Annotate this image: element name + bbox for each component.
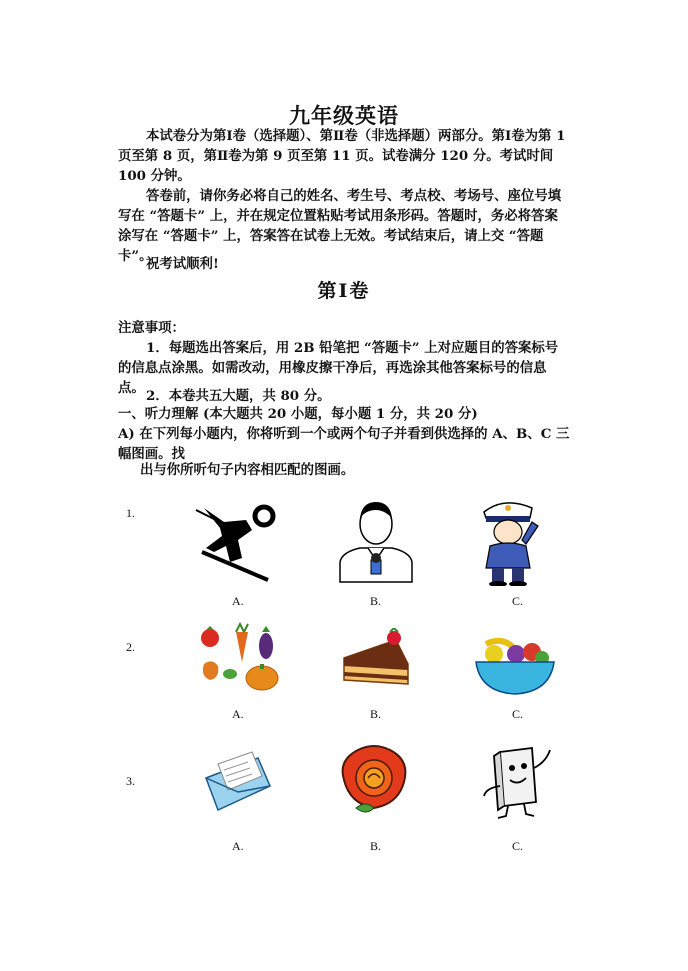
option-label: B. <box>370 594 382 608</box>
police-officer-icon <box>474 494 544 586</box>
fruit-bowl-icon <box>472 626 558 698</box>
question-number: 1. <box>126 506 135 520</box>
option-label: A. <box>232 594 244 608</box>
notice-heading: 注意事项： <box>118 320 185 336</box>
option-label: B. <box>370 707 382 721</box>
volume-heading: 第Ⅰ卷 <box>317 280 371 302</box>
question-number: 3. <box>126 774 135 788</box>
news-reporter-icon <box>338 496 414 584</box>
rose-icon <box>336 742 412 822</box>
section-heading-listening: 一、听力理解 (本大题共 20 小题，每小题 1 分，共 20 分) <box>118 406 478 422</box>
envelope-letter-icon <box>200 748 274 818</box>
option-label: C. <box>512 839 524 853</box>
option-label: A. <box>232 839 244 853</box>
notice-item-2: 2．本卷共五大题，共 80 分。 <box>146 388 331 404</box>
option-label: B. <box>370 839 382 853</box>
part-a-instruction-cont: 出与你所听句子内容相匹配的图画。 <box>140 462 355 478</box>
option-label: C. <box>512 707 524 721</box>
cake-slice-icon <box>340 628 412 690</box>
option-label: A. <box>232 707 244 721</box>
book-character-icon <box>480 746 558 822</box>
vegetables-icon <box>196 622 284 692</box>
intro-paragraph-1: 本试卷分为第Ⅰ卷（选择题）、第Ⅱ卷（非选择题）两部分。第Ⅰ卷为第 1 页至第 8 页，第Ⅱ卷为第 9 页至第 11 页。试卷满分 120 分。考试时间 100 分钟。 <box>118 128 566 184</box>
part-a-instruction: A) 在下列每小题内，你将听到一个或两个句子并看到供选择的 A、B、C 三幅图画。找 <box>118 426 570 462</box>
option-label: C. <box>512 594 524 608</box>
good-luck-line: 祝考试顺利! <box>146 256 219 272</box>
page-title: 九年级英语 <box>289 103 399 128</box>
intro-paragraph-2: 答卷前，请你务必将自己的姓名、考生号、考点校、考场号、座位号填写在 “答题卡” 上，并在规定位置粘贴考试用条形码。答题时，务必将答案涂写在 “答题卡” 上，答案答在试卷上无效。考试结束后，请上交 “答题卡”。 <box>118 188 562 264</box>
skier-icon <box>194 500 278 584</box>
notice-item-1: 1．每题选出答案后，用 2B 铅笔把 “答题卡” 上对应题目的答案标号的信息点涂黑。如需改动，用橡皮擦干净后，再选涂其他答案标号的信息点。 <box>118 340 559 396</box>
question-number: 2. <box>126 640 135 654</box>
